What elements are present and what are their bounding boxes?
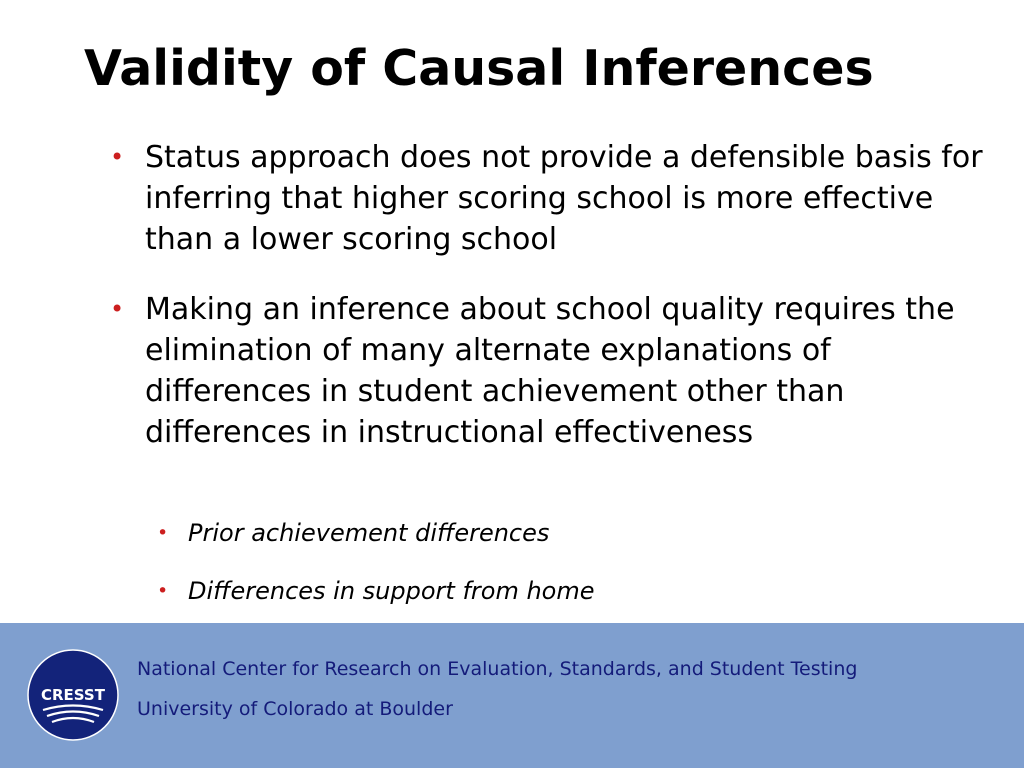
sub-bullet-marker: •	[157, 580, 169, 602]
cresst-logo	[27, 649, 119, 741]
sub-bullet-item	[157, 574, 957, 608]
sub-bullet-marker: •	[157, 522, 169, 544]
bullet-item	[110, 137, 990, 260]
slide-title: Validity of Causal Inferences	[84, 40, 874, 97]
organization-name: National Center for Research on Evaluation, Standards, and Student Testing	[137, 658, 858, 680]
footer-bar	[0, 623, 1024, 768]
bullet-text: Making an inference about school quality requires the elimination of many alternate explanations of differences in student achievement other than differences in instructional effectiveness	[145, 292, 955, 450]
bullet-text: Status approach does not provide a defensible basis for inferring that higher scoring school is more effective than a lower scoring school	[145, 140, 983, 257]
bullet-item	[110, 289, 990, 453]
bullet-marker: •	[110, 143, 125, 171]
logo-text: CRESST	[41, 686, 105, 704]
sub-bullet-text: Prior achievement differences	[188, 519, 550, 547]
bullet-marker: •	[110, 295, 125, 323]
sub-bullet-text: Differences in support from home	[188, 577, 595, 605]
sub-bullet-item	[157, 516, 957, 550]
university-name: University of Colorado at Boulder	[137, 698, 453, 720]
